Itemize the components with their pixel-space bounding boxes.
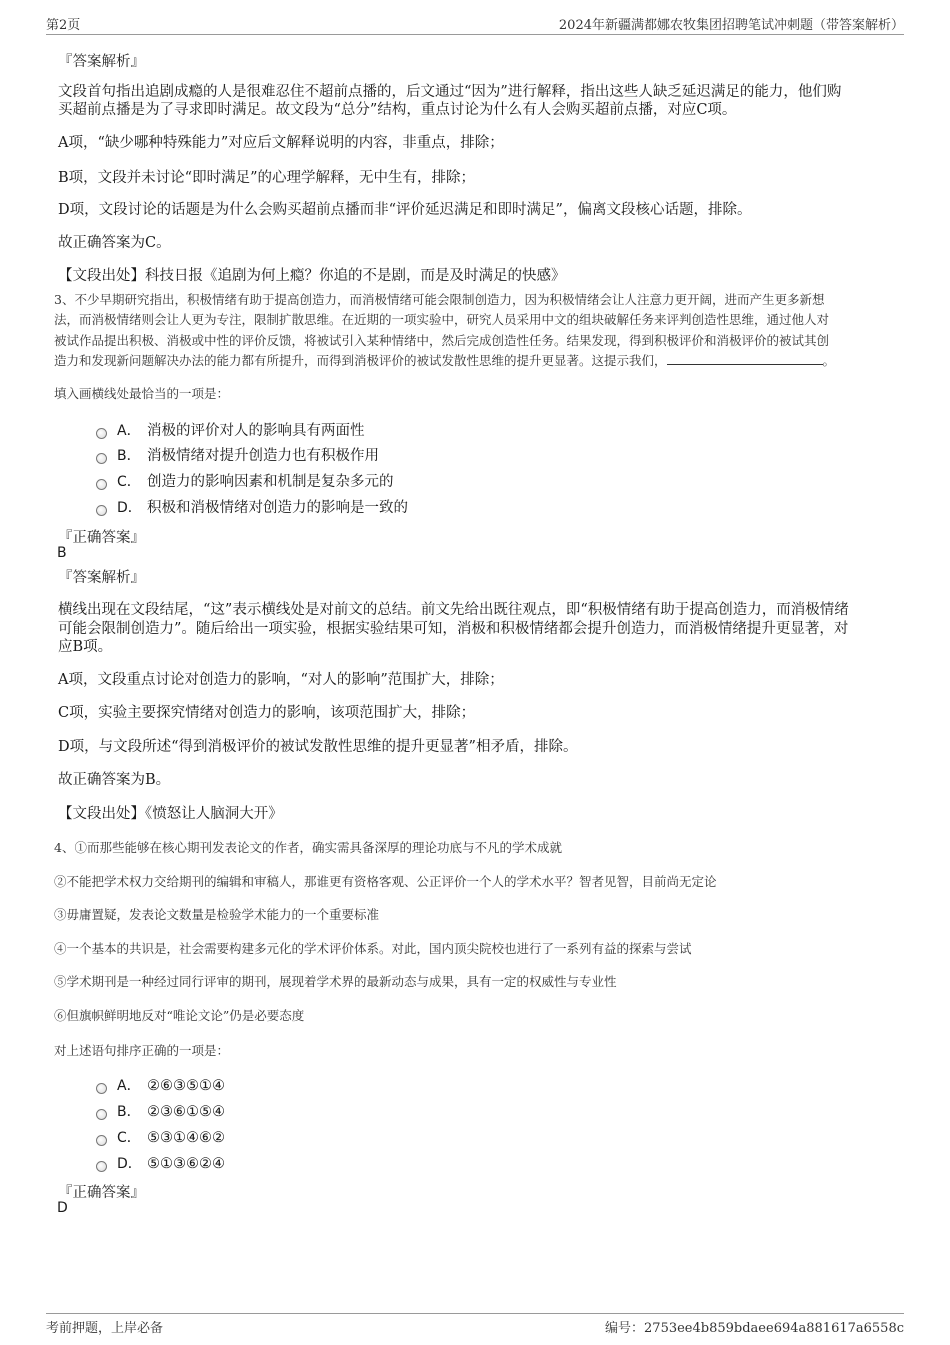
sentence-4: ④一个基本的共识是，社会需要构建多元化的学术评价体系。对此，国内顶尖院校也进行了一系列有益的探索与尝试: [54, 941, 692, 956]
sentence-3: ③毋庸置疑，发表论文数量是检验学术能力的一个重要标准: [54, 907, 380, 922]
question-instruction: 填入画横线处最恰当的一项是：: [54, 386, 230, 401]
question-instruction: 对上述语句排序正确的一项是：: [54, 1043, 230, 1058]
radio-button[interactable]: [96, 1135, 107, 1146]
option-c-analysis: C项，实验主要探究情绪对创造力的影响，该项范围扩大，排除；: [58, 705, 476, 721]
option-d-analysis: D项，文段讨论的话题是为什么会购买超前点播而非“评价延迟满足和即时满足”，偏离文段核心话题，排除。: [58, 202, 752, 218]
analysis-paragraph-line: 文段首句指出追剧成瘾的人是很难忍住不超前点播的，后文通过“因为”进行解释，指出这些人缺乏延迟满足的能力，他们购: [58, 84, 842, 100]
analysis-paragraph-line: 横线出现在文段结尾，“这”表示横线处是对前文的总结。前文先给出既往观点，即“积极情绪有助于提高创造力，而消极情绪: [58, 602, 849, 618]
sentence-6: ⑥但旗帜鲜明地反对“唯论文论”仍是必要态度: [54, 1008, 305, 1023]
analysis-paragraph-line: 可能会限制创造力”。随后给出一项实验，根据实验结果可知，消极和积极情绪都会提升创造力，而消极情绪提升更显著，对: [58, 621, 849, 637]
page-header: [46, 14, 904, 35]
page-number: 第2页: [46, 18, 81, 33]
radio-button[interactable]: [96, 1109, 107, 1120]
analysis-label: 『答案解析』: [58, 570, 145, 586]
option-c[interactable]: C． ⑤③①④⑥②: [96, 1128, 225, 1148]
sentence-1: 4、①而那些能够在核心期刊发表论文的作者，确实需具备深厚的理论功底与不凡的学术成就: [54, 840, 562, 855]
source-citation: 【文段出处】科技日报《追剧为何上瘾？你追的不是剧，而是及时满足的快感》: [58, 268, 566, 284]
correct-answer: B: [57, 545, 67, 561]
document-serial: 编号：2753ee4b859bdaee694a881617a6558c: [605, 1321, 904, 1336]
analysis-paragraph-line: 买超前点播是为了寻求即时满足。故文段为“总分”结构，重点讨论为什么有人会购买超前点播，对应C项。: [58, 102, 737, 118]
footer-slogan: 考前押题，上岸必备: [46, 1321, 164, 1336]
source-citation: 【文段出处】《愤怒让人脑洞大开》: [58, 806, 283, 822]
option-d[interactable]: D． ⑤①③⑥②④: [96, 1154, 225, 1174]
conclusion: 故正确答案为C。: [58, 235, 171, 251]
option-b[interactable]: B． 消极情绪对提升创造力也有积极作用: [96, 446, 379, 466]
correct-answer: D: [57, 1200, 68, 1216]
question-stem-line: 3、不少早期研究指出，积极情绪有助于提高创造力，而消极情绪可能会限制创造力，因为积极情绪会让人注意力更开阔，进而产生更多新想: [54, 292, 825, 307]
option-d[interactable]: D． 积极和消极情绪对创造力的影响是一致的: [96, 498, 408, 518]
sentence-5: ⑤学术期刊是一种经过同行评审的期刊，展现着学术界的最新动态与成果，具有一定的权威性与专业性: [54, 974, 617, 989]
option-a-analysis: A项，“缺少哪种特殊能力”对应后文解释说明的内容，非重点，排除；: [58, 135, 504, 151]
page-footer: [46, 1313, 904, 1336]
analysis-label: 『答案解析』: [58, 54, 145, 70]
option-a-analysis: A项，文段重点讨论对创造力的影响，“对人的影响”范围扩大，排除；: [58, 672, 504, 688]
option-d-analysis: D项，与文段所述“得到消极评价的被试发散性思维的提升更显著”相矛盾，排除。: [58, 739, 578, 755]
option-b-analysis: B项，文段并未讨论“即时满足”的心理学解释，无中生有，排除；: [58, 170, 475, 186]
correct-answer-label: 『正确答案』: [58, 530, 145, 546]
radio-button[interactable]: [96, 505, 107, 516]
question-stem-line: 被试作品提出积极、消极或中性的评价反馈，将被试引入某种情绪中，然后完成创造性任务。结果发现，得到积极评价和消极评价的被试其创: [54, 333, 830, 348]
radio-button[interactable]: [96, 479, 107, 490]
radio-button[interactable]: [96, 428, 107, 439]
option-a[interactable]: A． 消极的评价对人的影响具有两面性: [96, 421, 365, 441]
question-stem-line: 造力和发现新问题解决办法的能力都有所提升，而得到消极评价的被试发散性思维的提升更显著。这提示我们， 。: [54, 353, 836, 368]
question-stem-line: 法，而消极情绪则会让人更为专注，限制扩散思维。在近期的一项实验中，研究人员采用中文的组块破解任务来评判创造性思维，通过他人对: [54, 312, 830, 327]
radio-button[interactable]: [96, 453, 107, 464]
document-title: 2024年新疆满都娜农牧集团招聘笔试冲刺题（带答案解析）: [558, 18, 904, 33]
sentence-2: ②不能把学术权力交给期刊的编辑和审稿人，那谁更有资格客观、公正评价一个人的学术水平？智者见智，目前尚无定论: [54, 874, 717, 889]
analysis-paragraph-line: 应B项。: [58, 639, 113, 655]
radio-button[interactable]: [96, 1161, 107, 1172]
option-b[interactable]: B． ②③⑥①⑤④: [96, 1102, 225, 1122]
fill-blank: [667, 352, 823, 365]
conclusion: 故正确答案为B。: [58, 772, 171, 788]
radio-button[interactable]: [96, 1083, 107, 1094]
option-c[interactable]: C． 创造力的影响因素和机制是复杂多元的: [96, 472, 394, 492]
correct-answer-label: 『正确答案』: [58, 1185, 145, 1201]
option-a[interactable]: A． ②⑥③⑤①④: [96, 1076, 225, 1096]
